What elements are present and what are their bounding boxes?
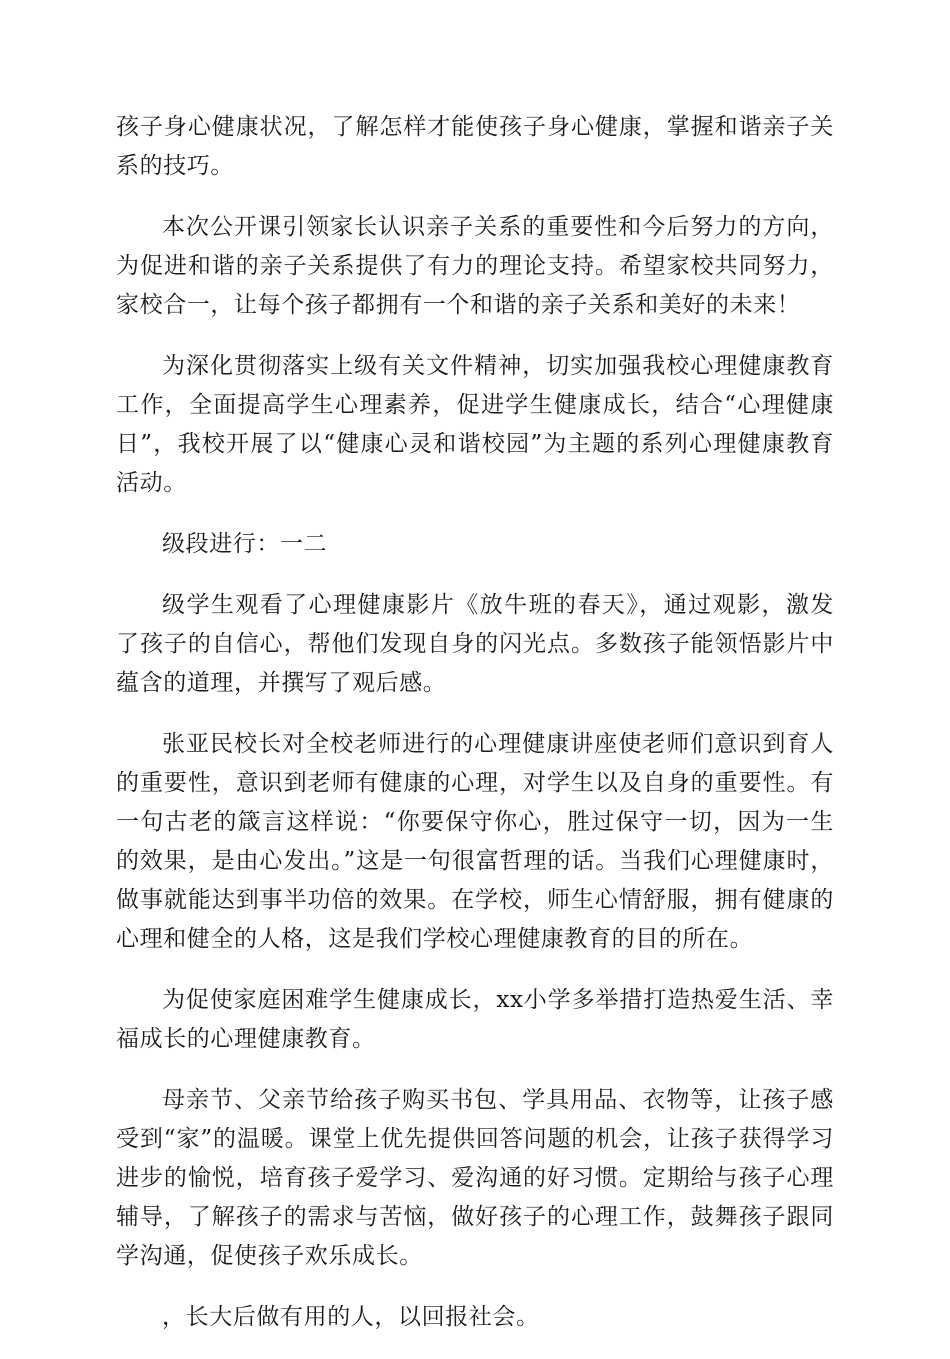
paragraph-principal-lecture: 张亚民校长对全校老师进行的心理健康讲座使老师们意识到育人的重要性，意识到老师有健康的心理，对学生以及自身的重要性。有一句古老的箴言这样说：“你要保守你心，胜过保守一切，因为一生的效果，是由心发出。”这是一句很富哲理的话。当我们心理健康时，做事就能达到事半功倍的效果。在学校，师生心情舒服，拥有健康的心理和健全的人格，这是我们学校心理健康教育的目的所在。 [116, 731, 834, 952]
document-body [116, 108, 834, 1359]
paragraph-needy-students: 为促使家庭困难学生健康成长，xx小学多举措打造热爱生活、幸福成长的心理健康教育。 [116, 987, 834, 1052]
paragraph-continuation: 孩子身心健康状况，了解怎样才能使孩子身心健康，掌握和谐亲子关系的技巧。 [116, 114, 834, 179]
paragraph-grade-level: 级段进行：一二 [162, 531, 328, 557]
paragraph-open-class-summary: 本次公开课引领家长认识亲子关系的重要性和今后努力的方向，为促进和谐的亲子关系提供了有力的理论支持。希望家校共同努力，家校合一，让每个孩子都拥有一个和谐的亲子关系和美好的未来！ [116, 214, 834, 318]
paragraph-mental-health-day: 为深化贯彻落实上级有关文件精神，切实加强我校心理健康教育工作，全面提高学生心理素养，促进学生健康成长，结合“心理健康日”，我校开展了以“健康心灵和谐校园”为主题的系列心理健康教育活动。 [116, 353, 834, 496]
paragraph-care-measures: 母亲节、父亲节给孩子购买书包、学具用品、衣物等，让孩子感受到“家”的温暖。课堂上优先提供回答问题的机会，让孩子获得学习进步的愉悦，培育孩子爱学习、爱沟通的好习惯。定期给与孩子心理辅导，了解孩子的需求与苦恼，做好孩子的心理工作，鼓舞孩子跟同学沟通，促使孩子欢乐成长。 [116, 1087, 834, 1269]
paragraph-closing: ，长大后做有用的人，以回报社会。 [162, 1304, 540, 1330]
paragraph-movie-viewing: 级学生观看了心理健康影片《放牛班的春天》，通过观影，激发了孩子的自信心，帮他们发现自身的闪光点。多数孩子能领悟影片中蕴含的道理，并撰写了观后感。 [116, 592, 834, 696]
